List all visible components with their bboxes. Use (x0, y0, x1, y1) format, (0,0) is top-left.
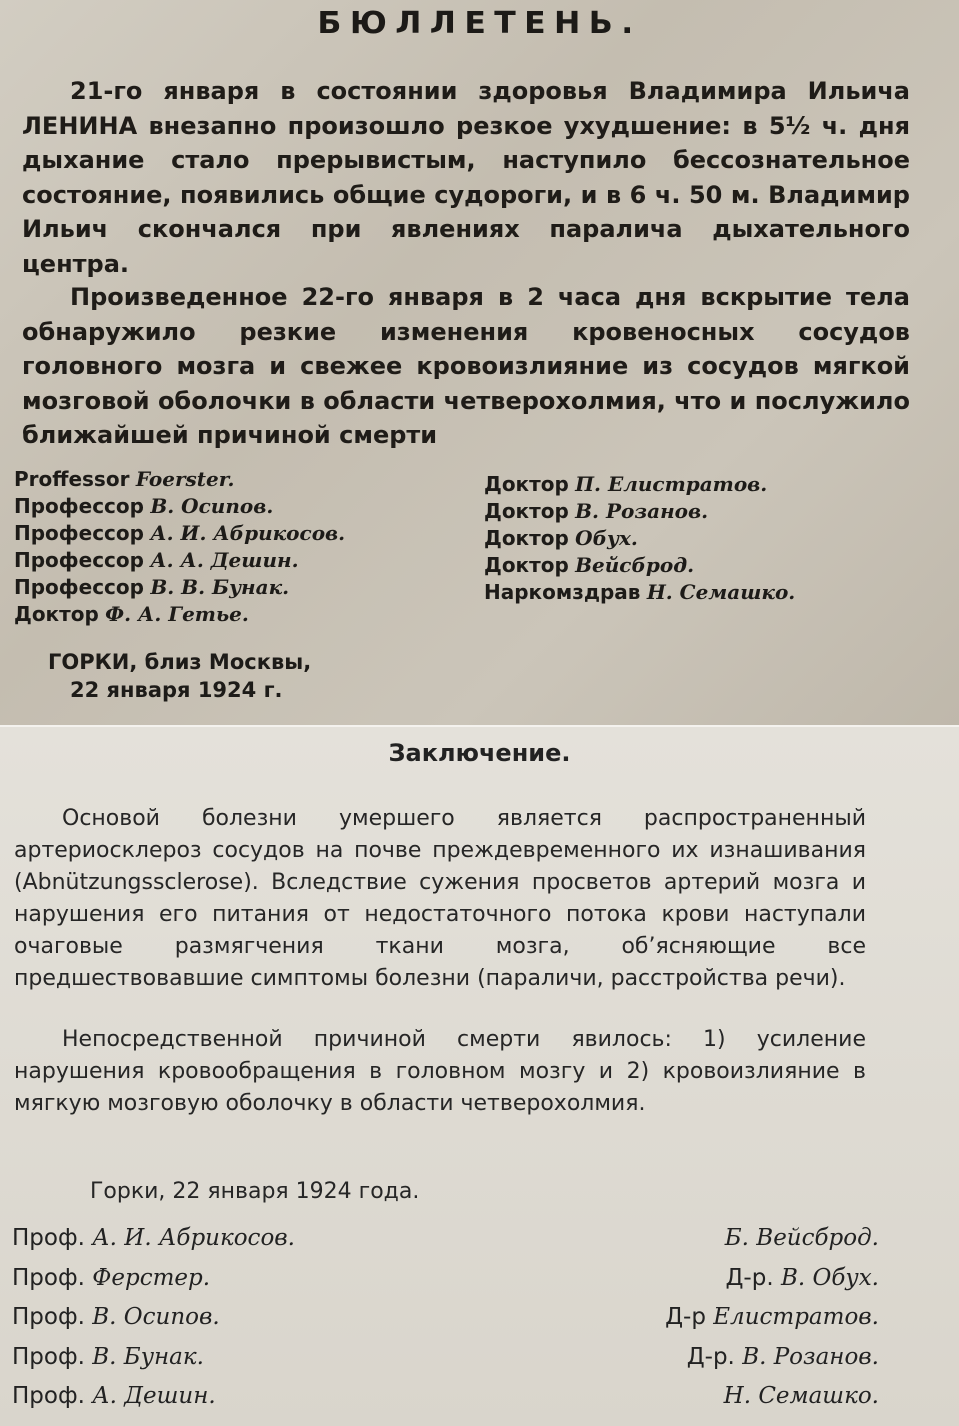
bulletin-place: ГОРКИ, близ Москвы, (48, 650, 312, 674)
signature-line: Наркомздрав Н. Семашко. (484, 580, 796, 604)
bulletin-place-date (48, 648, 311, 704)
signature-line: Профессор В. В. Бунак. (14, 575, 290, 599)
signature-line: Проф. Ферстер. (12, 1264, 211, 1291)
conclusion-title: Заключение. (388, 739, 571, 767)
conclusion-place-date: Горки, 22 января 1924 года. (90, 1179, 420, 1204)
signature-line: Проф. А. Дешин. (12, 1383, 216, 1409)
signature-line: Б. Вейсброд. (724, 1225, 879, 1251)
conclusion-signatures-right (665, 1219, 879, 1417)
signature-line: Профессор А. И. Абрикосов. (14, 521, 346, 545)
signature-line: Проф. А. И. Абрикосов. (12, 1225, 295, 1251)
signature-line: Профессор А. А. Дешин. (14, 548, 299, 572)
signature-line: Proffessor Foerster. (14, 467, 235, 491)
bulletin-signatures-left (14, 466, 454, 628)
signature-line: Доктор П. Елистратов. (484, 472, 768, 496)
bulletin-date: 22 января 1924 г. (70, 678, 283, 702)
signature-line: Профессор В. Осипов. (14, 494, 274, 518)
signature-line: Д-р. В. Розанов. (686, 1343, 879, 1370)
signature-line: Доктор Обух. (484, 526, 638, 550)
bulletin-paragraph-1: 21-го января в состоянии здоровья Владимира Ильича ЛЕНИНА внезапно произошло резкое ухудшение: в 5½ ч. дня дыхание стало прерывистым, наступило бессознательное состояние, появились общие судороги, и в 6 ч. 50 м. Владимир Ильич скончался при явлениях паралича дыхательного центра. (22, 77, 910, 278)
signature-line: Доктор Вейсброд. (484, 553, 695, 577)
signature-line: Н. Семашко. (723, 1383, 879, 1409)
bulletin-title: БЮЛЛЕТЕНЬ. (317, 6, 642, 41)
conclusion-paragraph-2: Непосредственной причиной смерти явилось: 1) усиление нарушения кровообращения в головном мозгу и 2) кровоизлияние в мягкую мозговую оболочку в области четверохолмия. (14, 1027, 866, 1116)
signature-line: Д-р. В. Обух. (725, 1264, 879, 1291)
conclusion-signatures-left (12, 1219, 295, 1417)
signature-line: Доктор Ф. А. Гетье. (14, 602, 249, 626)
signature-line: Проф. В. Осипов. (12, 1304, 220, 1330)
conclusion-clipping (0, 727, 959, 1426)
signature-line: Проф. В. Бунак. (12, 1343, 204, 1370)
conclusion-paragraph-1: Основой болезни умершего является распространенный артериосклероз сосудов на почве преждевременного их изнашивания (Abnützungssclerose). Вследствие сужения просветов артерий мозга и нарушения его питания от недостаточного потока крови наступали очаговые размягчения ткани мозга, об’ясняющие все предшествовавшие симптомы болезни (параличи, расстройства речи). (14, 806, 866, 991)
signature-line: Д-р Елистратов. (665, 1304, 879, 1330)
bulletin-paragraph-2: Произведенное 22-го января в 2 часа дня вскрытие тела обнаружило резкие изменения кровеносных сосудов головного мозга и свежее кровоизлияние из сосудов мягкой мозговой оболочки в области четверохолмия, что и послужило ближайшей причиной смерти (22, 283, 910, 449)
signature-line: Доктор В. Розанов. (484, 499, 709, 523)
bulletin-signatures-right (484, 471, 924, 606)
